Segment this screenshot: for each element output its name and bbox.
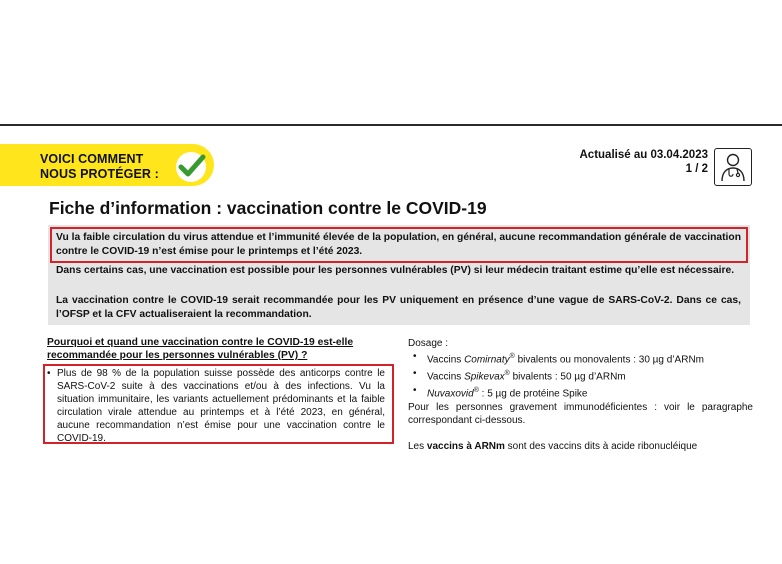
page-number: 1 / 2 [685, 163, 708, 175]
campaign-banner [0, 144, 214, 186]
bullet-dot: • [413, 351, 417, 363]
dosage-detail: : 5 µg de protéine Spike [478, 388, 588, 400]
left-bullet-text: Plus de 98 % de la population suisse possède des anticorps contre le SARS-CoV-2 suite à des vaccinations et/ou à des infections. Vu la situation immunitaire, les variants actuellement prédominants et la faible circulation virale attendue au printemps et à l’été 2023, en général, aucune recommandation n’est émise pour une vaccination contre le COVID-19. [57, 368, 385, 444]
check-icon [173, 148, 209, 184]
dosage-label: Dosage : [408, 338, 449, 349]
key-message-p3: La vaccination contre le COVID-19 serait recommandée pour les PV uniquement en présence d’une vague de SARS-CoV-2. Dans ce cas, l’OFSP et la CFV actualiseraient la recommandation. [56, 295, 741, 320]
dosage-detail: bivalents ou monovalents : 30 µg d’ARNm [514, 354, 705, 366]
document-meta [580, 148, 709, 176]
dosage-item [408, 350, 753, 367]
dosage-item [408, 367, 753, 384]
dosage-item [408, 384, 753, 401]
arnm-paragraph [408, 440, 753, 453]
vaccine-brand: Nuvaxovid [427, 388, 474, 400]
arnm-bold: vaccins à ARNm [426, 441, 505, 453]
vaccine-brand: Comirnaty [464, 354, 510, 366]
banner-text [40, 152, 159, 182]
bullet-dot: • [413, 384, 417, 396]
registered-mark: ® [473, 386, 479, 394]
updated-date: Actualisé au 03.04.2023 [579, 149, 708, 161]
arnm-pre: Les [408, 441, 427, 453]
vaccine-brand: Spikevax [464, 371, 505, 383]
key-message-p1: Vu la faible circulation du virus attendue et l’immunité élevée de la population, en général, aucune recommandation générale de vaccination contre le COVID-19 n’est émise pour le printemps et l’été 2023. [56, 232, 741, 257]
section-heading-left: Pourquoi et quand une vaccination contre le COVID-19 est-elle recommandée pour les personnes vulnérables (PV) ? [47, 337, 354, 361]
dosage-prefix: Vaccins [427, 371, 465, 383]
dosage-prefix: Vaccins [427, 354, 465, 366]
registered-mark: ® [504, 370, 510, 378]
bullet-dot: • [413, 368, 417, 380]
key-message-p2: Dans certains cas, une vaccination est possible pour les personnes vulnérables (PV) si leur médecin traitant estime qu’elle est nécessaire. [56, 265, 735, 276]
right-column [408, 337, 753, 454]
page-title: Fiche d’information : vaccination contre le COVID-19 [49, 198, 487, 218]
banner-line-1: VOICI COMMENT [40, 152, 144, 166]
bullet-dot: • [47, 368, 51, 379]
doctor-icon-box [714, 148, 752, 186]
immuno-note: Pour les personnes gravement immunodéficientes : voir le paragraphe correspondant ci-dessous. [408, 401, 753, 427]
document-page [0, 124, 782, 453]
dosage-detail: bivalents : 50 µg d’ARNm [509, 371, 626, 383]
arnm-rest: sont des vaccins dits à acide ribonucléique [504, 441, 698, 453]
doctor-icon [719, 152, 747, 182]
registered-mark: ® [509, 353, 515, 361]
banner-line-2: NOUS PROTÉGER : [40, 167, 159, 181]
